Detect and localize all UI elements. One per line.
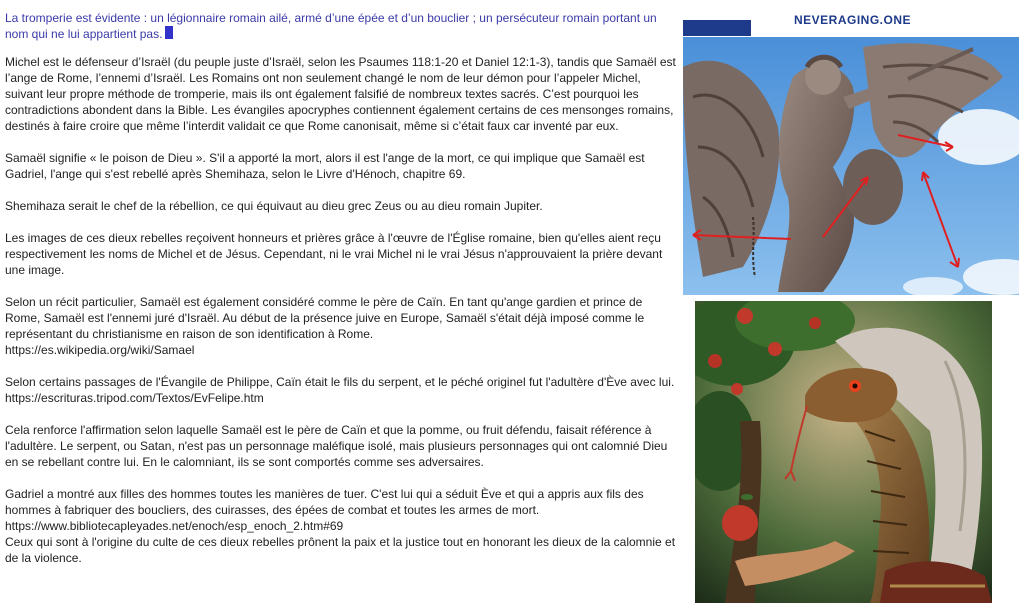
paragraph [5,230,677,278]
paragraph-text: Gadriel a montré aux filles des hommes toutes les manières de tuer. C'est lui qui a séduit Ève et qui a appris aux fils des hommes à fabriquer des boucliers, des cuirasses, des épées de combat et toutes les armes de mort. [5,487,644,517]
headline-text: La tromperie est évidente : un légionnaire romain ailé, armé d’une épée et d’un bouclier ; un persécuteur romain portant un nom qui ne lui appartient pas. [5,11,657,41]
paragraph [5,54,677,134]
brand-bar [683,20,751,36]
snake-image [695,301,992,603]
paragraph-text: Michel est le défenseur d’Israël (du peuple juste d’Israël, selon les Psaumes 118:1-20 et Daniel 12:1-3), tandis que Samaël est l’ange de Rome, l’ennemi d’Israël. Les Romains ont non seulement changé le nom de leur démon pour l’appeler Michel, suivant leur propre méthode de tromperie, mais ils ont également falsifié de nombreux textes sacrés. C’est pourquoi les contradictions abondent dans la Bible. Les évangiles apocryphes contiennent également certains de ces mensonges romains, destinés à faire croire que même l’interdit validait ce que Rome canonisait, même si c’était faux car inventé par eux. [5,55,676,133]
paragraph [5,486,677,566]
paragraph [5,198,677,214]
paragraph-text: Cela renforce l'affirmation selon laquelle Samaël est le père de Caïn et que la pomme, ou fruit défendu, faisait référence à l'adultère. Le serpent, ou Satan, n'est pas un personnage maléfique isolé, mais plusieurs personnages qui ont calomnié Dieu en se rebellant contre lui. En le calomniant, ils se sont comportés comme ses adversaires. [5,423,668,469]
headline [5,10,677,42]
article [5,10,677,582]
paragraph-link[interactable]: https://escrituras.tripod.com/Textos/EvFelipe.htm [5,391,264,405]
paragraph-text: Selon un récit particulier, Samaël est également considéré comme le père de Caïn. En tant qu'ange gardien et prince de Rome, Samaël est l'ennemi juré d'Israël. Au début de la présence juive en Europe, Samaël s'était déjà imposé comme le représentant du christianisme en raison de son identification à Rome. [5,295,645,341]
statue-image [683,37,1019,295]
paragraph-text: Ceux qui sont à l'origine du culte de ces dieux rebelles prônent la paix et la justice tout en honorant les dieux de la calomnie et de la violence. [5,535,676,565]
paragraph-text: Shemihaza serait le chef de la rébellion, ce qui équivaut au dieu grec Zeus ou au dieu romain Jupiter. [5,199,543,213]
paragraph [5,374,677,406]
paragraph-text: Samaël signifie « le poison de Dieu ». S'il a apporté la mort, alors il est l'ange de la mort, ce qui implique que Samaël est Gadriel, l'ange qui s'est rebellé après Shemihaza, selon le Livre d'Hénoch, chapitre 69. [5,151,645,181]
paragraph-text: Les images de ces dieux rebelles reçoivent honneurs et prières grâce à l'œuvre de l'Église romaine, bien qu'elles aient reçu respectivement les noms de Michel et de Jésus. Cependant, ni le vrai Michel ni le vrai Jésus n'approuvaient la prière devant une image. [5,231,663,277]
paragraph-link[interactable]: https://es.wikipedia.org/wiki/Samael [5,343,195,357]
text-cursor [165,26,173,39]
article-body [5,54,677,566]
paragraph-text: Selon certains passages de l'Évangile de Philippe, Caïn était le fils du serpent, et le péché originel fut l'adultère d'Ève avec lui. [5,375,675,389]
paragraph [5,150,677,182]
brand-label: NEVERAGING.ONE [794,13,912,27]
paragraph-link[interactable]: https://www.bibliotecapleyades.net/enoch/esp_enoch_2.htm#69 [5,519,344,533]
paragraph [5,294,677,358]
paragraph [5,422,677,470]
